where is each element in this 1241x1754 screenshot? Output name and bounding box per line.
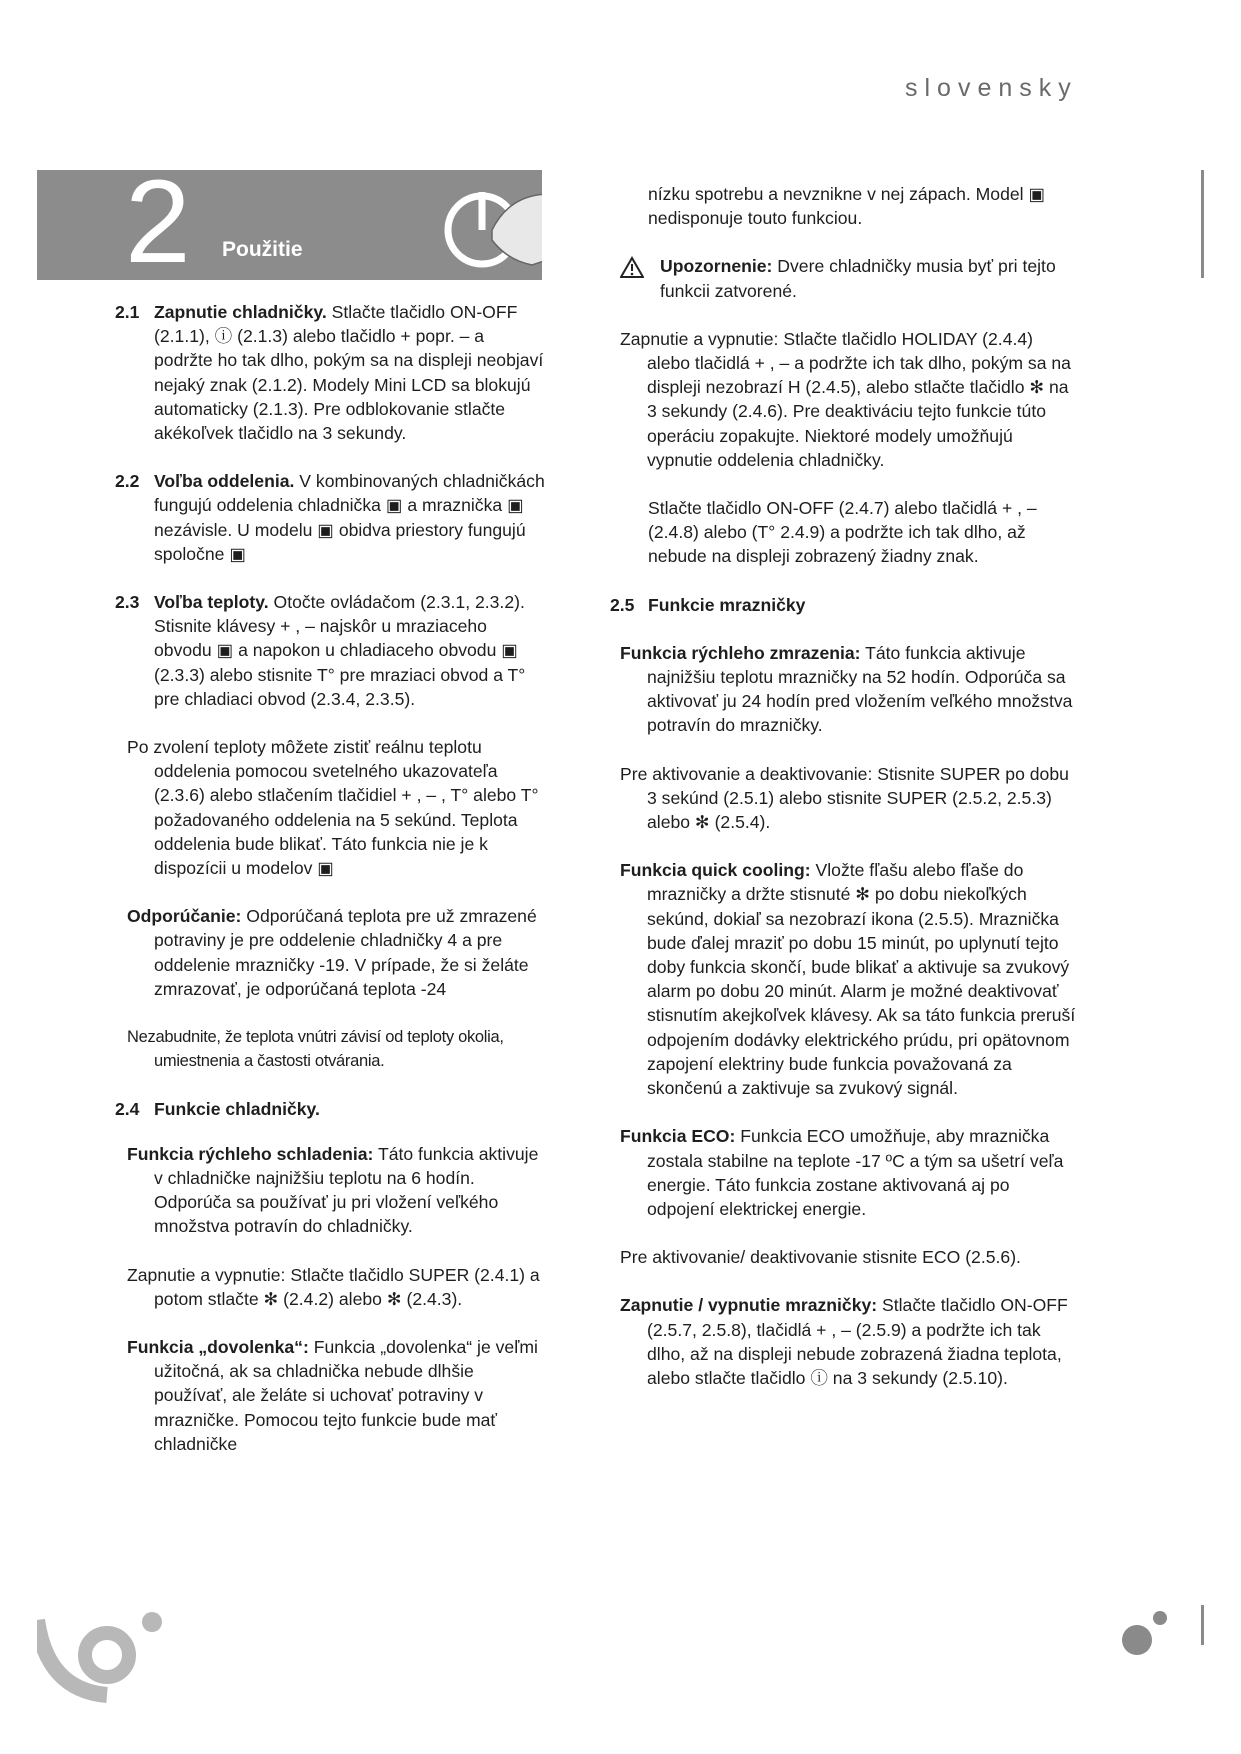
paragraph-recommendation bbox=[127, 904, 545, 1001]
fast-freeze-text: Táto funkcia aktivuje najnižšiu teplotu mrazničky na 52 hodín. Odporúča sa aktivovať ju 24 hodín pred vložením veľkého množstva potravín do mrazničky. bbox=[647, 642, 1073, 736]
decor-circles-left-icon bbox=[37, 1600, 167, 1710]
recommendation-heading: Odporúčanie: bbox=[127, 906, 242, 927]
freezer-switch-heading: Zapnutie / vypnutie mrazničky: bbox=[620, 1295, 878, 1316]
paragraph-eco bbox=[620, 1124, 1080, 1221]
paragraph-super-switch: Zapnutie a vypnutie: Stlačte tlačidlo SUPER (2.4.1) a potom stlačte ✻ (2.4.2) alebo ✻ (2.4.3). bbox=[127, 1264, 540, 1309]
section-2-3 bbox=[115, 590, 545, 711]
section-heading: Funkcie chladničky. bbox=[154, 1099, 320, 1120]
freezer-switch-text: Stlačte tlačidlo ON-OFF (2.5.7, 2.5.8), tlačidlá + , – (2.5.9) a podržte ich tak dlho, až na displeji nebude zobrazená žiadna teplota, alebo stlačte tlačidlo ⓘ na 3 sekundy (2.5.10). bbox=[647, 1295, 1068, 1388]
section-text: V kombinovaných chladničkách fungujú oddelenia chladnička ▣ a mraznička ▣ nezávisle. U modelu ▣ obidva priestory fungujú spoločne ▣ bbox=[154, 471, 545, 564]
edge-line-bottom bbox=[1201, 1605, 1204, 1645]
eco-heading: Funkcia ECO: bbox=[620, 1126, 736, 1147]
quick-cooling-text: Vložte fľašu alebo fľaše do mrazničky a držte stisnuté ✻ po dobu niekoľkých sekúnd, dokiaľ sa nezobrazí ikona (2.5.5). Mraznička bude ďalej mraziť po dobu 15 minút, po uplynutí tejto doby funkcia skončí, bude blikať a aktivuje sa zvukový alarm po dobu 20 minút. Alarm je možné deaktivovať stisnutím akejkoľvek klávesy. Ak sa táto funkcia preruší odpojením dodávky elektrického prúdu, pri opätovnom zapojení elektriny bude funkcia považovaná za skončenú a zaktivuje sa zvukový signál. bbox=[647, 860, 1076, 1099]
paragraph-holiday-switch: Zapnutie a vypnutie: Stlačte tlačidlo HOLIDAY (2.4.4) alebo tlačidlá + , – a podržte ich tak dlho, pokým sa na displeji nezobrazí H (2.4.5), alebo stlačte tlačidlo ✻ na 3 sekundy (2.4.6). Pre deaktiváciu tejto funkcie túto operáciu zopakujte. Niektoré modely umožňujú vypnutie oddelenia chladničky. bbox=[620, 328, 1071, 470]
paragraph-reminder: Nezabudnite, že teplota vnútri závisí od teploty okolia, umiestnenia a častosti otvárania. bbox=[127, 1028, 504, 1071]
holiday-heading: Funkcia „dovolenka“: bbox=[127, 1336, 309, 1357]
power-button-icon bbox=[437, 170, 542, 280]
paragraph-quick-cooling bbox=[620, 858, 1080, 1100]
paragraph-fast-cooling bbox=[127, 1142, 545, 1239]
holiday-text: Funkcia „dovolenka“ je veľmi užitočná, ak sa chladnička nebude dlhšie používať, ale želáte si uchovať potraviny v mrazničke. Pomocou tejto funkcie bude mať chladničke bbox=[154, 1336, 538, 1454]
edge-line-top bbox=[1201, 170, 1204, 278]
quick-cooling-heading: Funkcia quick cooling: bbox=[620, 860, 811, 881]
warning-heading: Upozornenie: bbox=[660, 256, 773, 277]
fast-cooling-text: Táto funkcia aktivuje v chladničke najnižšiu teplotu na 6 hodín. Odporúča sa používať ju pri vložení veľkého množstva potravín do chladničky. bbox=[154, 1143, 539, 1237]
eco-text: Funkcia ECO umožňuje, aby mraznička zostala stabilne na teplote -17 ºC a tým sa ušetrí veľa energie. Táto funkcia zostane aktivovaná aj po odpojení elektrickej energie. bbox=[647, 1126, 1064, 1219]
section-number: 2.4 bbox=[115, 1099, 140, 1120]
paragraph-super-activate: Pre aktivovanie a deaktivovanie: Stisnite SUPER po dobu 3 sekúnd (2.5.1) alebo stisnite SUPER (2.5.2, 2.5.3) alebo ✻ (2.5.4). bbox=[620, 763, 1069, 833]
fast-freeze-heading: Funkcia rýchleho zmrazenia: bbox=[620, 642, 861, 663]
paragraph-fast-freeze bbox=[620, 641, 1080, 738]
section-heading: Voľba teploty. bbox=[154, 592, 269, 613]
section-text: Otočte ovládačom (2.3.1, 2.3.2). Stisnite klávesy + , – najskôr u mraziaceho obvodu ▣ a napokon u chladiaceho obvodu ▣ (2.3.3) alebo stisnite T° pre mraziaci obvod a T° pre chladiaci obvod (2.3.4, 2.3.5). bbox=[154, 592, 526, 709]
section-2-5 bbox=[610, 593, 1080, 617]
paragraph-holiday bbox=[127, 1335, 545, 1456]
chapter-number: 2 bbox=[125, 170, 191, 280]
paragraph-holiday-cont: nízku spotrebu a nevznikne v nej zápach. Model ▣ nedisponuje touto funkciou. bbox=[648, 184, 1046, 229]
section-2-2 bbox=[115, 469, 545, 566]
warning-block bbox=[620, 254, 1080, 302]
paragraph-eco-activate: Pre aktivovanie/ deaktivovanie stisnite ECO (2.5.6). bbox=[620, 1247, 1021, 1268]
section-text: Stlačte tlačidlo ON-OFF (2.1.1), ⓘ (2.1.3) alebo tlačidlo + popr. – a podržte ho tak dlho, pokým sa na displeji neobjaví nejaký znak (2.1.2). Modely Mini LCD sa blokujú automaticky (2.1.3). Pre odblokovanie stlačte akékoľvek tlačidlo na 3 sekundy. bbox=[154, 302, 544, 444]
chapter-title: Použitie bbox=[222, 238, 303, 261]
section-number: 2.3 bbox=[115, 592, 140, 613]
section-number: 2.2 bbox=[115, 471, 140, 492]
fast-cooling-heading: Funkcia rýchleho schladenia: bbox=[127, 1143, 374, 1164]
warning-triangle-icon bbox=[620, 256, 644, 278]
section-heading: Voľba oddelenia. bbox=[154, 471, 295, 492]
left-column bbox=[115, 300, 545, 1480]
section-heading: Funkcie mrazničky bbox=[648, 594, 806, 615]
section-heading: Zapnutie chladničky. bbox=[154, 302, 327, 322]
paragraph-freezer-switch bbox=[620, 1293, 1080, 1390]
section-2-1 bbox=[115, 300, 545, 445]
paragraph-fridge-off: Stlačte tlačidlo ON-OFF (2.4.7) alebo tlačidlá + , – (2.4.8) alebo (T° 2.4.9) a podržte ich tak dlho, až nebude na displeji zobrazený žiadny znak. bbox=[648, 498, 1037, 567]
warning-text: Dvere chladničky musia byť pri tejto funkcii zatvorené. bbox=[660, 256, 1056, 301]
right-column bbox=[610, 182, 1080, 1414]
section-2-4 bbox=[115, 1097, 545, 1121]
section-number: 2.5 bbox=[610, 594, 635, 615]
paragraph-temperature-check: Po zvolení teploty môžete zistiť reálnu teplotu oddelenia pomocou svetelného ukazovateľa (2.3.6) alebo stlačením tlačidiel + , – , T° alebo T° požadovaného oddelenia na 5 sekúnd. Teplota oddelenia bude blikať. Táto funkcia nie je k dispozícii u modelov ▣ bbox=[127, 737, 539, 879]
recommendation-text: Odporúčaná teplota pre už zmrazené potraviny je pre oddelenie chladničky 4 a pre oddelenie mrazničky -19. V prípade, že si želáte zmrazovať, je odporúčaná teplota -24 bbox=[154, 906, 537, 999]
chapter-banner bbox=[37, 170, 542, 280]
section-number: 2.1 bbox=[115, 302, 140, 322]
decor-circles-right-icon bbox=[1115, 1600, 1175, 1660]
language-label: slovensky bbox=[905, 74, 1078, 102]
